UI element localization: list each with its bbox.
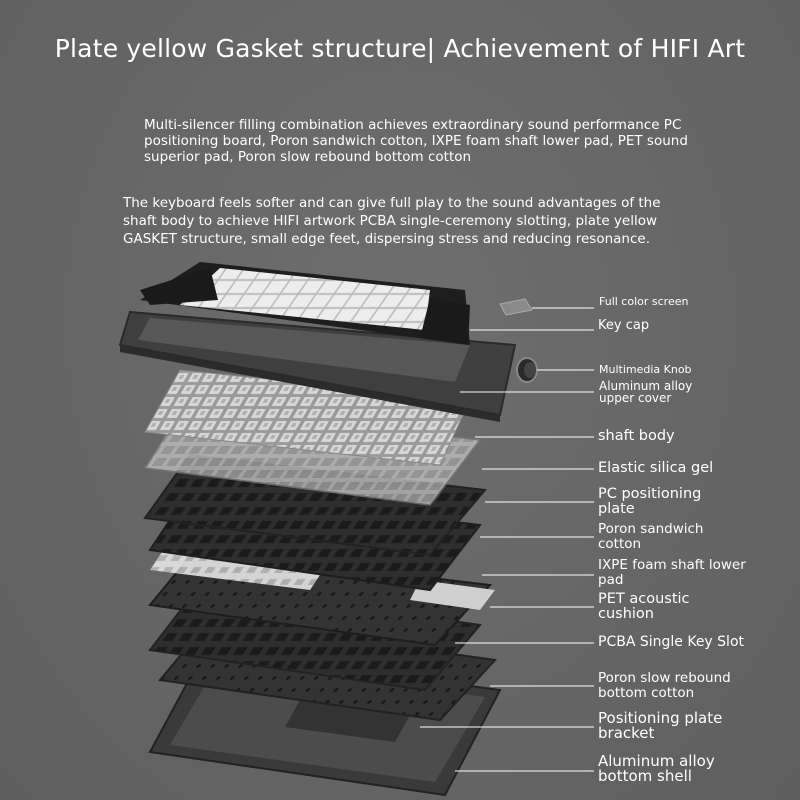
full-color-screen xyxy=(500,299,532,315)
label-ixpe-foam: IXPE foam shaft lower pad xyxy=(598,557,746,588)
label-shaft-body: shaft body xyxy=(598,428,675,444)
label-bottom-shell: Aluminum alloy bottom shell xyxy=(598,752,715,785)
label-pc-positioning-plate: PC positioning plate xyxy=(598,486,702,517)
label-upper-cover: Aluminum alloy upper cover xyxy=(599,379,693,405)
label-multimedia-knob: Multimedia Knob xyxy=(599,363,692,376)
page-title: Plate yellow Gasket structure| Achievement of HIFI Art xyxy=(54,34,746,63)
multimedia-knob xyxy=(517,358,537,382)
label-poron-slow-rebound: Poron slow rebound bottom cotton xyxy=(598,670,731,701)
label-full-color-screen: Full color screen xyxy=(599,295,689,308)
structure-paragraph: The keyboard feels softer and can give full play to the sound advantages of the shaft body to achieve HIFI artwork PCBA single-ceremony slotting, plate yellow GASKET structure, small edge feet, dispersing stress and reducing resonance. xyxy=(123,195,661,247)
label-key-cap: Key cap xyxy=(598,318,650,333)
label-pet-acoustic-cushion: PET acoustic cushion xyxy=(598,591,690,622)
intro-paragraph: Multi-silencer filling combination achieves extraordinary sound performance PC positioning board, Poron sandwich cotton, IXPE foam shaft lower pad, PET sound superior pad, Poron slow rebound bottom cotton xyxy=(144,117,688,165)
label-elastic-silica-gel: Elastic silica gel xyxy=(598,460,714,476)
label-pcba-single-key-slot: PCBA Single Key Slot xyxy=(598,634,745,650)
label-positioning-plate-bracket: Positioning plate bracket xyxy=(598,709,723,742)
label-poron-sandwich-cotton: Poron sandwich cotton xyxy=(598,521,704,552)
